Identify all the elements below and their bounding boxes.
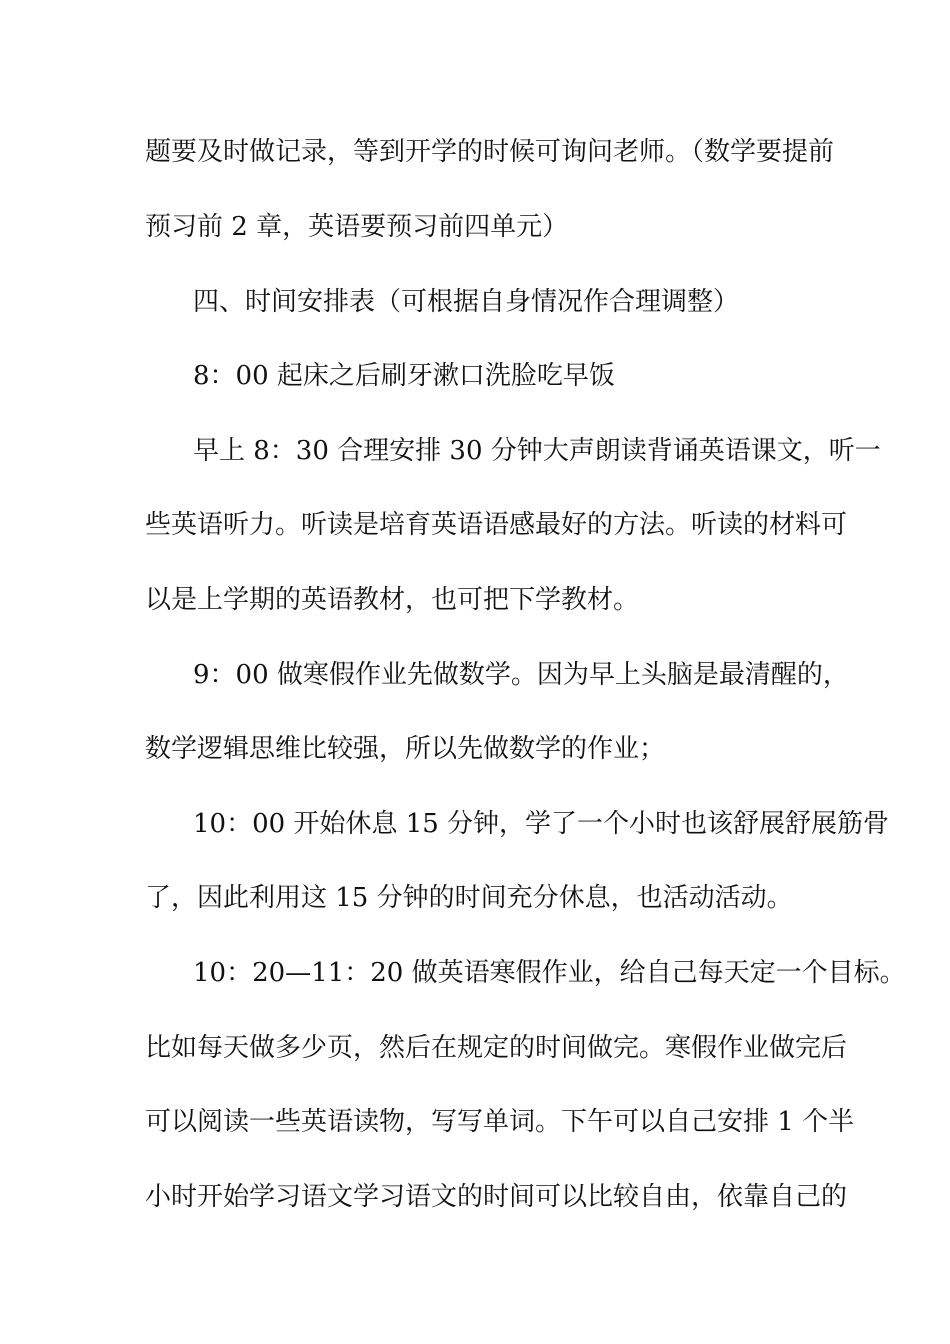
text-line: 比如每天做多少页，然后在规定的时间做完。寒假作业做完后 (145, 1033, 848, 1063)
text-line: 以是上学期的英语教材，也可把下学教材。 (145, 585, 640, 615)
text-line: 些英语听力。听读是培育英语语感最好的方法。听读的材料可 (145, 510, 848, 540)
text-line: 题要及时做记录，等到开学的时候可询问老师。（数学要提前 (145, 137, 835, 167)
paragraph-line: 10：00 开始休息 15 分钟，学了一个小时也该舒展舒展筋骨 (193, 809, 890, 839)
section-heading: 四、时间安排表（可根据自身情况作合理调整） (193, 287, 740, 317)
text-line: 了，因此利用这 15 分钟的时间充分休息，也活动活动。 (145, 883, 793, 913)
text-line: 数学逻辑思维比较强，所以先做数学的作业； (145, 734, 666, 764)
paragraph-line: 8：00 起床之后刷牙漱口洗脸吃早饭 (193, 361, 615, 391)
text-line: 小时开始学习语文学习语文的时间可以比较自由，依靠自己的 (145, 1182, 848, 1212)
text-line: 可以阅读一些英语读物，写写单词。下午可以自己安排 1 个半 (145, 1107, 855, 1137)
paragraph-line: 早上 8：30 合理安排 30 分钟大声朗读背诵英语课文，听一 (193, 436, 881, 466)
paragraph-line: 9：00 做寒假作业先做数学。因为早上头脑是最清醒的， (193, 660, 849, 690)
text-line: 预习前 2 章，英语要预习前四单元） (145, 212, 569, 242)
paragraph-line: 10：20—11：20 做英语寒假作业，给自己每天定一个目标。 (193, 958, 906, 988)
